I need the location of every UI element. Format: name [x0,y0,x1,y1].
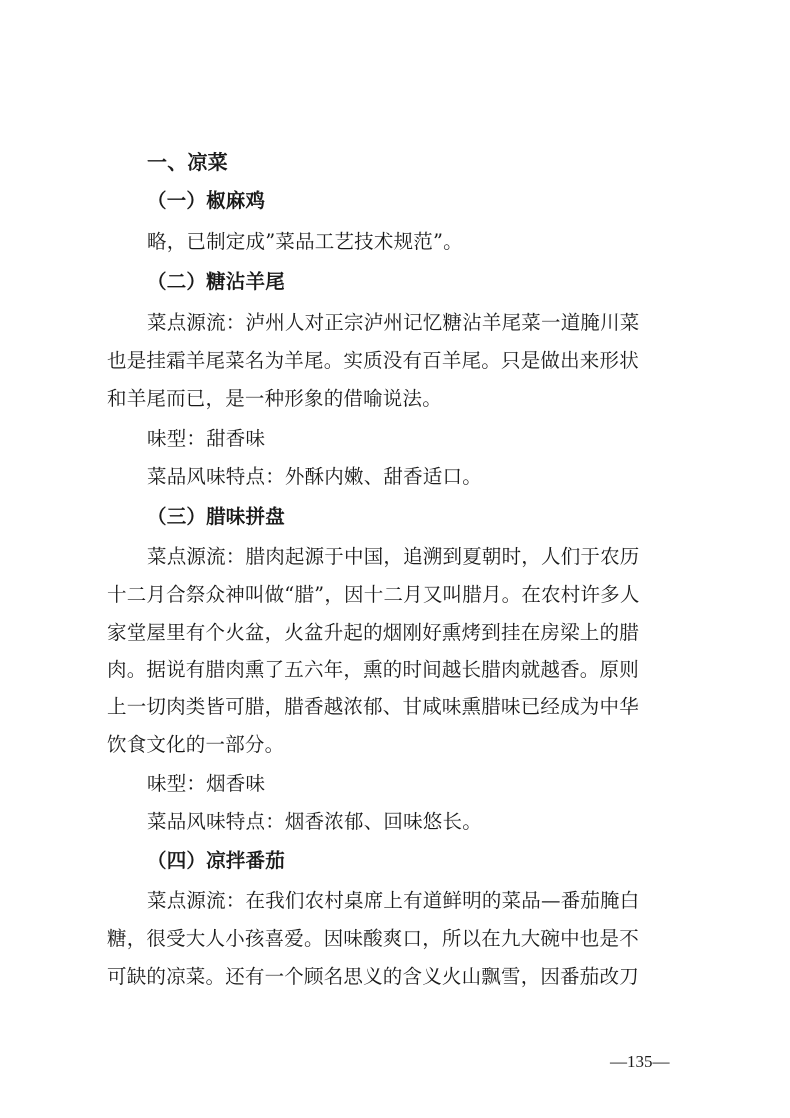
paragraph-line: 饮食文化的一部分。 [107,733,285,756]
dish-heading-1: （一）椒麻鸡 [147,189,266,212]
paragraph-line: 糖，很受大人小孩喜爱。因味酸爽口，所以在九大碗中也是不 [107,927,639,950]
paragraph-line: 菜点源流：在我们农村桌席上有道鲜明的菜品—番茄腌白 [147,889,640,912]
dish-note-1: 略，已制定成”菜品工艺技术规范”。 [147,230,463,253]
paragraph-line: 菜点源流：泸州人对正宗泸州记忆糖沾羊尾菜一道腌川菜 [147,311,640,334]
paragraph-line: 可缺的凉菜。还有一个顾名思义的含义火山飘雪，因番茄改刀 [107,965,639,988]
paragraph-line: 也是挂霜羊尾菜名为羊尾。实质没有百羊尾。只是做出来形状 [107,349,639,372]
dish-heading-2: （二）糖沾羊尾 [147,270,285,293]
paragraph-line: 肉。据说有腊肉熏了五六年，熏的时间越长腊肉就越香。原则 [107,658,639,681]
section-title: 一、凉菜 [147,150,228,174]
paragraph-line: 家堂屋里有个火盆，火盆升起的烟刚好熏烤到挂在房梁上的腊 [107,621,639,644]
page-number: —135— [610,1052,670,1071]
paragraph-line: 菜点源流：腊肉起源于中国，追溯到夏朝时，人们于农历 [147,545,640,568]
dish-flavor-3: 味型：烟香味 [147,772,266,795]
paragraph-line: 上一切肉类皆可腊，腊香越浓郁、甘咸味熏腊味已经成为中华 [107,695,639,718]
dish-features-3: 菜品风味特点：烟香浓郁、回味悠长。 [147,810,482,833]
dish-heading-3: （三）腊味拼盘 [147,505,285,528]
paragraph-line: 和羊尾而已，是一种形象的借喻说法。 [107,387,442,410]
dish-flavor-2: 味型：甜香味 [147,427,266,450]
dish-features-2: 菜品风味特点：外酥内嫩、甜香适口。 [147,465,482,488]
paragraph-line: 十二月合祭众神叫做“腊”，因十二月又叫腊月。在农村许多人 [107,583,640,606]
dish-heading-4: （四）凉拌番茄 [147,849,285,872]
